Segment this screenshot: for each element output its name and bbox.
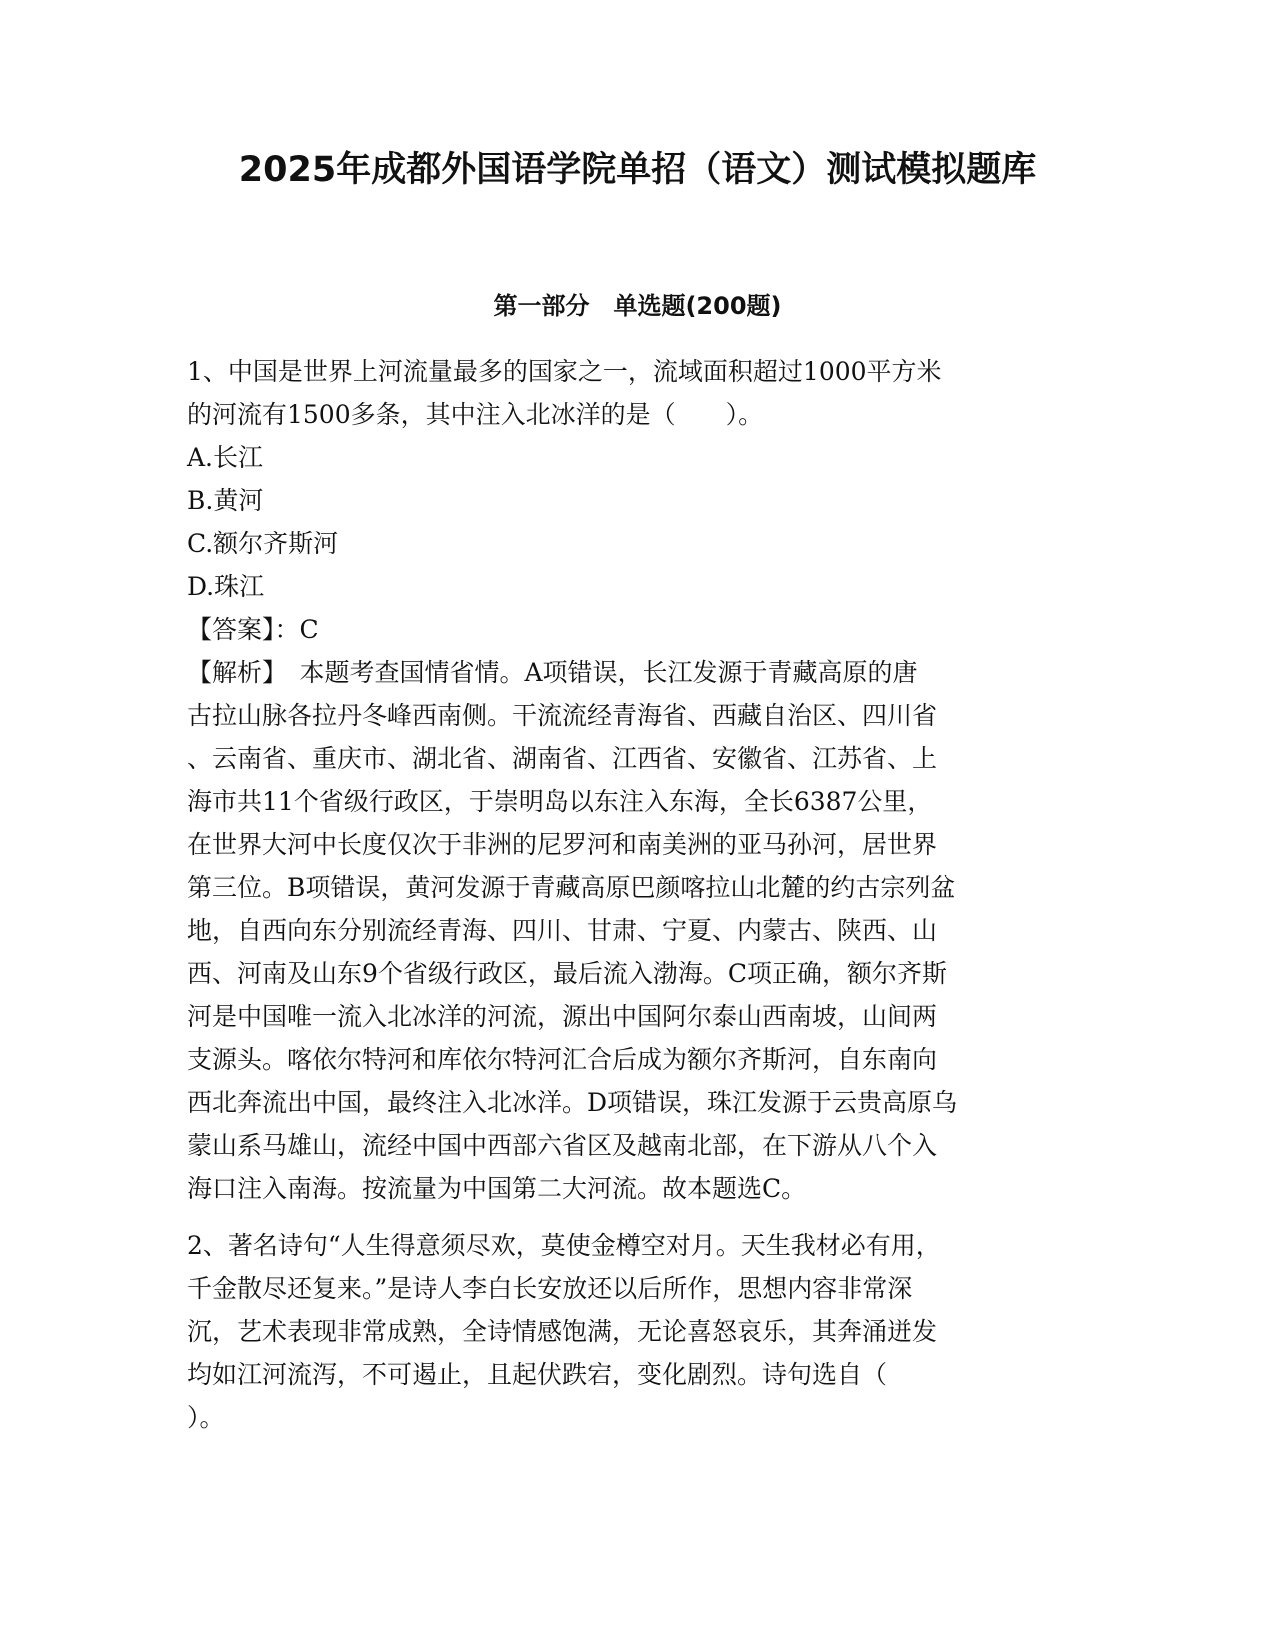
option-d: D.珠江 bbox=[187, 572, 265, 601]
analysis-block bbox=[187, 651, 1087, 1210]
analysis-line: 河是中国唯一流入北冰洋的河流，源出中国阿尔泰山西南坡，山间两 bbox=[187, 1002, 938, 1031]
question-stem-line: 千金散尽还复来。”是诗人李白长安放还以后所作，思想内容非常深 bbox=[187, 1274, 913, 1303]
question-stem-line: 的河流有1500多条，其中注入北冰洋的是（ ）。 bbox=[187, 400, 764, 429]
analysis-line: 、云南省、重庆市、湖北省、湖南省、江西省、安徽省、江苏省、上 bbox=[187, 744, 938, 773]
analysis-line: 古拉山脉各拉丹冬峰西南侧。干流流经青海省、西藏自治区、四川省 bbox=[187, 701, 938, 730]
option-a: A.长江 bbox=[187, 443, 264, 472]
document-title: 2025年成都外国语学院单招（语文）测试模拟题库 bbox=[238, 150, 1037, 190]
analysis-line: 地，自西向东分别流经青海、四川、甘肃、宁夏、内蒙古、陕西、山 bbox=[187, 916, 938, 945]
question-stem-line: 均如江河流泻，不可遏止，且起伏跌宕，变化剧烈。诗句选自（ bbox=[187, 1360, 888, 1389]
section-title: 第一部分 单选题(200题) bbox=[493, 292, 782, 320]
analysis-line: 西、河南及山东9个省级行政区，最后流入渤海。C项正确，额尔齐斯 bbox=[187, 959, 948, 988]
question-stem bbox=[187, 350, 1087, 436]
analysis-line: 【解析】 本题考查国情省情。A项错误，长江发源于青藏高原的唐 bbox=[187, 658, 918, 687]
analysis-line: 海市共11个省级行政区，于崇明岛以东注入东海，全长6387公里， bbox=[187, 787, 933, 816]
analysis-line: 支源头。喀依尔特河和库依尔特河汇合后成为额尔齐斯河，自东南向 bbox=[187, 1045, 938, 1074]
question-list bbox=[187, 350, 1087, 1439]
question-stem-line: 2、著名诗句“人生得意须尽欢，莫使金樽空对月。天生我材必有用， bbox=[187, 1231, 941, 1260]
question-item bbox=[187, 1224, 1087, 1439]
analysis-line: 蒙山系马雄山，流经中国中西部六省区及越南北部，在下游从八个入 bbox=[187, 1131, 938, 1160]
question-separator bbox=[187, 1210, 1087, 1224]
question-stem bbox=[187, 1224, 1087, 1439]
analysis-line: 海口注入南海。按流量为中国第二大河流。故本题选C。 bbox=[187, 1174, 807, 1203]
option-list bbox=[187, 436, 1087, 608]
question-stem-line: ）。 bbox=[187, 1403, 225, 1432]
question-stem-line: 1、中国是世界上河流量最多的国家之一，流域面积超过1000平方米 bbox=[187, 357, 942, 386]
option-b: B.黄河 bbox=[187, 486, 264, 515]
answer-line: 【答案】：C bbox=[187, 615, 319, 644]
option-c: C.额尔齐斯河 bbox=[187, 529, 339, 558]
analysis-line: 在世界大河中长度仅次于非洲的尼罗河和南美洲的亚马孙河，居世界 bbox=[187, 830, 938, 859]
question-stem-line: 沉，艺术表现非常成熟，全诗情感饱满，无论喜怒哀乐，其奔涌迸发 bbox=[187, 1317, 938, 1346]
analysis-line: 第三位。B项错误，黄河发源于青藏高原巴颜喀拉山北麓的约古宗列盆 bbox=[187, 873, 956, 902]
question-item bbox=[187, 350, 1087, 1210]
analysis-line: 西北奔流出中国，最终注入北冰洋。D项错误，珠江发源于云贵高原乌 bbox=[187, 1088, 958, 1117]
